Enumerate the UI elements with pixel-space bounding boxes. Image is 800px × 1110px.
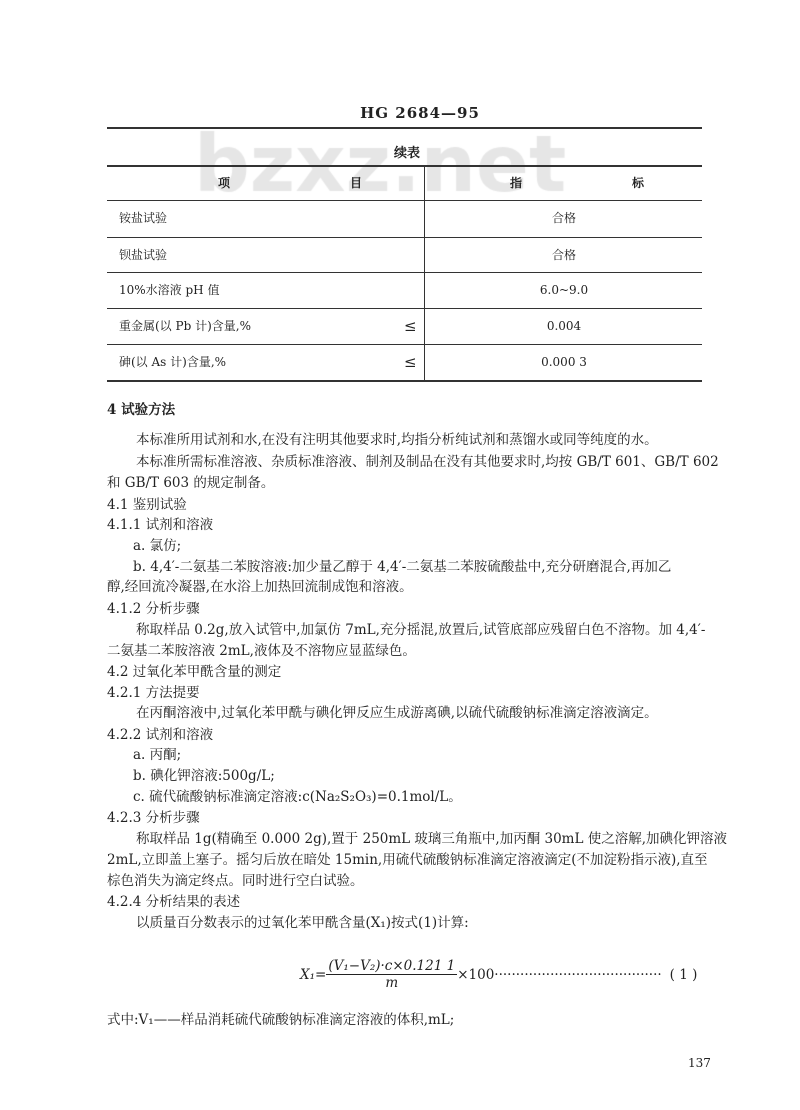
section-heading: 4.2.3 分析步骤 xyxy=(107,810,200,826)
section-heading: 4.2.1 方法提要 xyxy=(107,685,200,701)
paragraph-line: a. 氯仿; xyxy=(133,538,182,554)
row-operator: ≤ xyxy=(404,353,417,371)
paragraph-line: a. 丙酮; xyxy=(133,747,182,763)
formula-lhs: X₁= xyxy=(300,966,327,983)
row-value: 0.000 3 xyxy=(541,355,587,369)
column-header: 标 xyxy=(632,176,645,190)
row-item: 10%水溶液 pH 值 xyxy=(119,283,220,297)
column-divider xyxy=(424,165,425,380)
row-value: 合格 xyxy=(551,211,576,225)
section-heading: 4.2.4 分析结果的表述 xyxy=(107,894,241,910)
paragraph-line: 二氨基二苯胺溶液 2mL,液体及不溶物应显蓝绿色。 xyxy=(107,643,416,659)
where-line: 式中:V₁——样品消耗硫代硫酸钠标准滴定溶液的体积,mL; xyxy=(107,1012,455,1028)
paragraph-line: 2mL,立即盖上塞子。摇匀后放在暗处 15min,用硫代硫酸钠标准滴定溶液滴定(不加淀粉指示液),直至 xyxy=(107,852,708,868)
table-rule xyxy=(107,380,702,382)
formula-1 xyxy=(300,958,697,991)
formula-leader-dots: ······································· xyxy=(494,966,662,983)
section-heading: 4.1.2 分析步骤 xyxy=(107,601,200,617)
column-header: 目 xyxy=(350,176,363,190)
row-item: 铵盐试验 xyxy=(119,211,168,225)
table-rule xyxy=(107,165,702,167)
row-value: 6.0~9.0 xyxy=(539,283,589,297)
paragraph-line: 本标准所用试剂和水,在没有注明其他要求时,均指分析纯试剂和蒸馏水或同等纯度的水。 xyxy=(136,432,658,448)
section-heading: 4 试验方法 xyxy=(107,402,176,418)
section-heading: 4.2.2 试剂和溶液 xyxy=(107,727,214,743)
table-rule xyxy=(107,237,702,238)
section-heading: 4.2 过氧化苯甲酰含量的测定 xyxy=(107,664,282,680)
column-header: 项 xyxy=(218,176,231,190)
row-item: 砷(以 As 计)含量,% xyxy=(119,355,227,369)
paragraph-line: b. 碘化钾溶液:500g/L; xyxy=(133,768,275,784)
row-value: 0.004 xyxy=(546,319,582,333)
paragraph-line: b. 4,4′-二氨基二苯胺溶液:加少量乙醇于 4,4′-二氨基二苯胺硫酸盐中,充分研磨混合,再加乙 xyxy=(133,559,672,575)
formula-number: ( 1 ) xyxy=(669,966,698,983)
paragraph-line: c. 硫代硫酸钠标准滴定溶液:c(Na₂S₂O₃)=0.1mol/L。 xyxy=(133,789,462,805)
standard-code-header: HG 2684—95 xyxy=(360,104,480,122)
paragraph-line: 棕色消失为滴定终点。同时进行空白试验。 xyxy=(107,873,364,889)
formula-denominator: m xyxy=(385,975,399,991)
paragraph-line: 和 GB/T 603 的规定制备。 xyxy=(107,475,275,491)
table-rule xyxy=(107,272,702,273)
section-heading: 4.1.1 试剂和溶液 xyxy=(107,517,214,533)
table-rule xyxy=(107,200,702,201)
paragraph-line: 本标准所需标准溶液、杂质标准溶液、制剂及制品在没有其他要求时,均按 GB/T 601、GB/T 602 xyxy=(136,454,719,470)
formula-numerator: (V₁−V₂)·c×0.121 1 xyxy=(328,958,456,974)
section-heading: 4.1 鉴别试验 xyxy=(107,497,187,513)
table-rule xyxy=(107,344,702,345)
paragraph-line: 称取样品 0.2g,放入试管中,加氯仿 7mL,充分摇混,放置后,试管底部应残留白色不溶物。加 4,4′- xyxy=(136,622,706,638)
formula-fraction xyxy=(326,958,457,991)
page-number: 137 xyxy=(688,1056,711,1070)
row-item: 钡盐试验 xyxy=(119,248,168,262)
paragraph-line: 醇,经回流冷凝器,在水浴上加热回流制成饱和溶液。 xyxy=(107,579,413,595)
table-caption: 续表 xyxy=(393,146,420,161)
table-rule xyxy=(107,308,702,309)
paragraph-line: 称取样品 1g(精确至 0.000 2g),置于 250mL 玻璃三角瓶中,加丙酮 30mL 使之溶解,加碘化钾溶液 xyxy=(136,831,728,847)
formula-tail: ×100 xyxy=(457,966,495,983)
row-item: 重金属(以 Pb 计)含量,% xyxy=(119,319,251,333)
paragraph-line: 在丙酮溶液中,过氧化苯甲酰与碘化钾反应生成游离碘,以硫代硫酸钠标准滴定溶液滴定。 xyxy=(136,705,658,721)
column-header: 指 xyxy=(510,176,523,190)
paragraph-line: 以质量百分数表示的过氧化苯甲酰含量(X₁)按式(1)计算: xyxy=(136,915,469,931)
row-value: 合格 xyxy=(551,248,576,262)
row-operator: ≤ xyxy=(404,317,417,335)
